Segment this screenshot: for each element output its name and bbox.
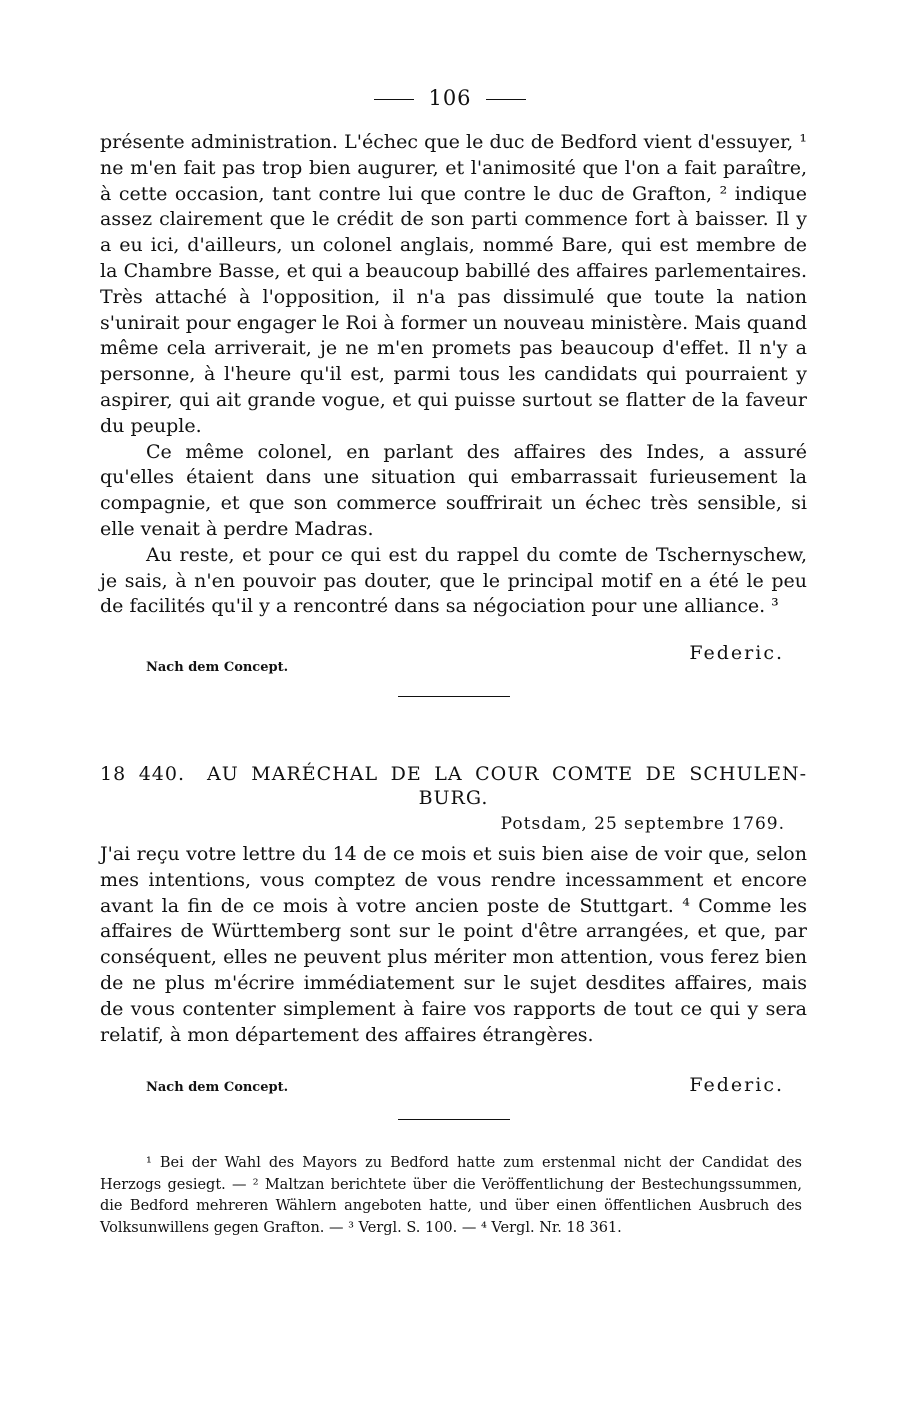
- document-title: AU MARÉCHAL DE LA COUR COMTE DE SCHULEN- BURG.: [207, 763, 807, 809]
- source-note: Nach dem Concept.: [146, 1080, 289, 1095]
- header-dash-left: [374, 99, 414, 100]
- letter-one-paragraph: Ce même colonel, en parlant des affaires des Indes, a assuré qu'elles étaient dans une situation qui embarrassait furieusement la compagnie, et que son commerce souffrirait un échec très sensible, si elle venait à perdre Madras.: [100, 440, 807, 540]
- page-header: [0, 86, 900, 110]
- signature: Federic.: [689, 1074, 784, 1096]
- letter-two-paragraph: J'ai reçu votre lettre du 14 de ce mois et suis bien aise de voir que, selon mes intentions, vous comptez de vous rendre incessamment et encore avant la fin de ce mois à votre ancien poste de Stuttgart. ⁴ Comme les affaires de Württemberg sont sur le point d'être arrangées, et que, par conséquent, elles ne peuvent plus mériter mon attention, vous ferez bien de ne plus m'écrire immédiatement sur le sujet desdites affaires, mais de vous contenter simplement à faire vos rapports de tout ce qui y sera relatif, à mon département des affaires étrangères.: [100, 843, 807, 1046]
- source-note: Nach dem Concept.: [146, 660, 289, 675]
- header-dash-right: [486, 99, 526, 100]
- letter-one-paragraph: Au reste, et pour ce qui est du rappel du comte de Tschernyschew, je sais, à n'en pouvoir pas douter, que le principal motif en a été le peu de facilités qu'il y a rencontré dans sa négociation pour une alliance. ³: [100, 543, 807, 618]
- letter-two-heading: [100, 762, 807, 810]
- letter-one-paragraph: présente administration. L'échec que le duc de Bedford vient d'essuyer, ¹ ne m'en fait pas trop bien augurer, et l'animosité que l'on a fait paraître, à cette occasion, tant contre lui que contre le duc de Grafton, ² indique assez clairement que le crédit de son parti commence fort à baisser. Il y a eu ici, d'ailleurs, un colonel anglais, nommé Bare, qui est membre de la Chambre Basse, et qui a beaucoup babillé des affaires parlementaires. Très attaché à l'opposition, il n'a pas dissimulé que toute la nation s'unirait pour engager le Roi à former un nouveau ministère. Mais quand même cela arriverait, je ne m'en promets pas beaucoup d'effet. Il n'y a personne, à l'heure qu'il est, parmi tous les candidats qui pourraient y aspirer, qui ait grande vogue, et qui puisse surtout se flatter de la faveur du peuple.: [100, 131, 807, 437]
- section-divider: [398, 696, 510, 697]
- section-divider: [398, 1119, 510, 1120]
- document-number: 18 440.: [100, 763, 186, 785]
- letter-two-body: [100, 842, 807, 1048]
- letter-one-body: [100, 130, 807, 620]
- signature: Federic.: [689, 642, 784, 664]
- dateline: Potsdam, 25 septembre 1769.: [500, 814, 785, 834]
- footnote-text: ¹ Bei der Wahl des Mayors zu Bedford hatte zum erstenmal nicht der Candidat des Herzogs gesiegt. — ² Maltzan berichtete über die Veröffentlichung der Bestechungssummen, die Bedford mehreren Wählern angeboten hatte, und über einen öffentlichen Ausbruch des Volksunwillens gegen Grafton. — ³ Vergl. S. 100. — ⁴ Vergl. Nr. 18 361.: [100, 1155, 802, 1236]
- page-number: 106: [428, 86, 472, 110]
- footnotes: [100, 1153, 802, 1239]
